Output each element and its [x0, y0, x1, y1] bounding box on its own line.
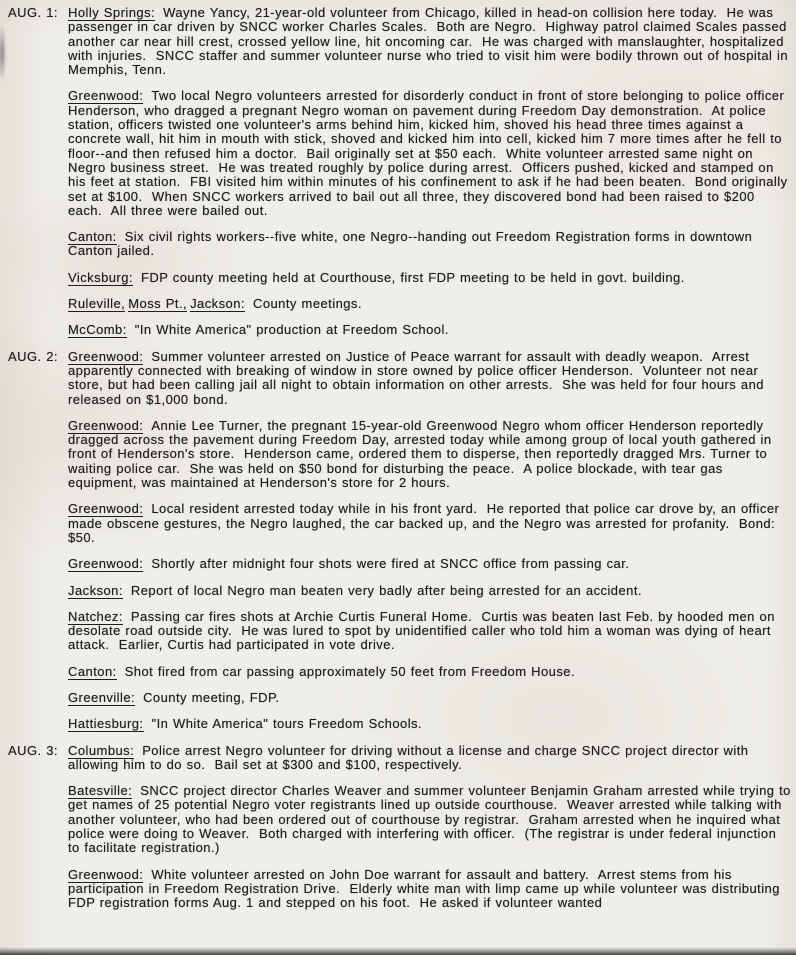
incident-text: Police arrest Negro volunteer for driving without a license and charge SNCC project director with allowing him to do so. Bail set at $300 and $100, respectively.: [68, 742, 754, 772]
scan-edge-shadow: [0, 947, 796, 955]
location-label: McComb:: [68, 322, 127, 338]
location-label: Moss Pt.,: [128, 296, 188, 312]
entry-paragraph: [68, 783, 796, 856]
entry-paragraph: [68, 297, 792, 311]
incident-text: Shortly after midnight four shots were fired at SNCC office from passing car.: [151, 556, 630, 572]
incident-text: Shot fired from car passing approximately 50 feet from Freedom House.: [124, 663, 576, 679]
date-entry: [8, 6, 792, 338]
entry-paragraph: [68, 230, 792, 259]
incident-text: Annie Lee Turner, the pregnant 15-year-old Greenwood Negro whom officer Henderson reportedly dragged across the pavement during Freedom Day, arrested today while among group of local youth gathered in front of Henderson's store. Henderson came, ordered them to disperse, then reportedly dragged Mrs. Turner to waiting police car. She was held on $50 bond for disturbing the peace. A police blockade, with tear gas equipment, was maintained at Henderson's store for 2 hours.: [68, 417, 777, 491]
entry-paragraph: [68, 557, 792, 571]
entry-paragraph: [68, 502, 792, 545]
location-label: Greenwood:: [68, 501, 144, 517]
location-label: Greenville:: [68, 689, 136, 705]
location-label: Greenwood:: [68, 348, 144, 364]
location-label: Greenwood:: [68, 88, 144, 104]
location-label: Greenwood:: [68, 417, 144, 433]
entry-paragraph: [68, 744, 792, 773]
location-label: Jackson:: [68, 582, 123, 598]
entry-paragraph: [68, 610, 792, 653]
entry-paragraph: [68, 717, 792, 731]
incident-text: Six civil rights workers--five white, one Negro--handing out Freedom Registration forms in downtown Canton jailed.: [68, 229, 757, 259]
location-label: Greenwood:: [68, 556, 144, 572]
incident-text: Summer volunteer arrested on Justice of Peace warrant for assault with deadly weapon. Arrest apparently connected with breaking of window in store owned by police officer Henderson. Volunteer not near store, but had been calling jail all night to obtain information on other arrests. She was held for four hours and released on $1,000 bond.: [68, 348, 769, 407]
incident-text: Report of local Negro man beaten very badly after being arrested for an accident.: [130, 582, 642, 598]
incident-text: "In White America" tours Freedom Schools.: [151, 716, 423, 732]
scan-smudge: [0, 24, 6, 82]
entry-paragraph: [68, 271, 792, 285]
location-label: Hattiesburg:: [68, 716, 144, 732]
incident-text: County meetings.: [252, 296, 362, 312]
location-label: Vicksburg:: [68, 269, 133, 285]
entry-paragraph: [68, 89, 792, 218]
date-label: AUG. 3:: [8, 742, 58, 758]
incident-text: SNCC project director Charles Weaver and summer volunteer Benjamin Graham arrested while trying to get names of 25 potential Negro voter registrants lined up outside courthouse. Weaver arrested while talking with another volunteer, who had been ordered out of courthouse by registrar. Graham arrested when he inquired what police were doing to Weaver. Both charged with interfering with officer. (The registrar is under federal injunction to facilitate registration.): [68, 783, 796, 856]
entry-paragraph: [68, 665, 792, 679]
location-label: Jackson:: [190, 296, 245, 312]
location-label: Canton:: [68, 229, 117, 245]
date-label: AUG. 2:: [8, 348, 58, 364]
date-entry: [8, 742, 796, 911]
location-label: Batesville:: [68, 783, 133, 799]
incident-text: Two local Negro volunteers arrested for disorderly conduct in front of store belonging to police officer Henderson, who dragged a pregnant Negro woman on pavement during Freedom Day demonstration. At police station, officers twisted one volunteer's arms behind him, kicked him, shoved his head three times against a concrete wall, hit him in mouth with stick, shoved and kicked him into cell, kicked him 7 more times after he fell to floor--and then refused him a doctor. Bail originally set at $50 each. White volunteer arrested same night on Negro business street. He was treated roughly by police during arrest. Officers pushed, kicked and stamped on his feet at station. FBI visited him within minutes of his confinement to ask if he had been beaten. Bond originally set at $100. When SNCC workers arrived to bail out all three, they discovered bond had been raised to $200 each. All three were bailed out.: [68, 88, 793, 218]
incident-text: FDP county meeting held at Courthouse, first FDP meeting to be held in govt. building.: [140, 269, 685, 285]
location-label: Greenwood:: [68, 866, 144, 882]
entry-paragraph: [68, 584, 792, 598]
location-label: Holly Springs:: [68, 5, 156, 20]
entry-paragraph: [68, 323, 792, 337]
incident-text: Wayne Yancy, 21-year-old volunteer from Chicago, killed in head-on collision here today. He was passenger in car driven by SNCC worker Charles Scales. Both are Negro. Highway patrol claimed Scales passed another car near hill crest, crossed yellow line, hit oncoming car. He was charged with manslaughter, hospitalized with injuries. SNCC staffer and summer volunteer nurse who tried to visit him were bodily thrown out of hospital in Memphis, Tenn.: [68, 5, 793, 78]
entry-paragraph: [68, 691, 792, 705]
entry-paragraph: [68, 419, 792, 490]
location-label: Columbus:: [68, 742, 135, 758]
entry-paragraph: [68, 868, 792, 911]
incident-text: "In White America" production at Freedom School.: [134, 322, 449, 338]
incident-text: County meeting, FDP.: [143, 689, 280, 705]
incident-log: [8, 5, 796, 911]
location-label: Canton:: [68, 663, 117, 679]
date-entry: [8, 350, 792, 732]
location-label: Ruleville,: [68, 296, 126, 312]
entry-paragraph: [68, 350, 792, 407]
entry-paragraph: [68, 6, 792, 77]
location-label: Natchez:: [68, 608, 123, 624]
date-label: AUG. 1:: [8, 5, 58, 20]
incident-text: White volunteer arrested on John Doe warrant for assault and battery. Arrest stems from his participation in Freedom Registration Drive. Elderly white man with limp came up while volunteer was distributing FDP registration forms Aug. 1 and stepped on his foot. He asked if volunteer wanted: [68, 866, 785, 911]
incident-text: Local resident arrested today while in his front yard. He reported that police car drove by, an officer made obscene gestures, the Negro laughed, the car backed up, and the Negro was arrested for profanity. Bond: $50.: [68, 501, 785, 545]
incident-text: Passing car fires shots at Archie Curtis Funeral Home. Curtis was beaten last Feb. by hooded men on desolate road outside city. He was lured to spot by unidentified caller who told him a woman was dying of heart attack. Earlier, Curtis had participated in vote drive.: [68, 608, 780, 653]
